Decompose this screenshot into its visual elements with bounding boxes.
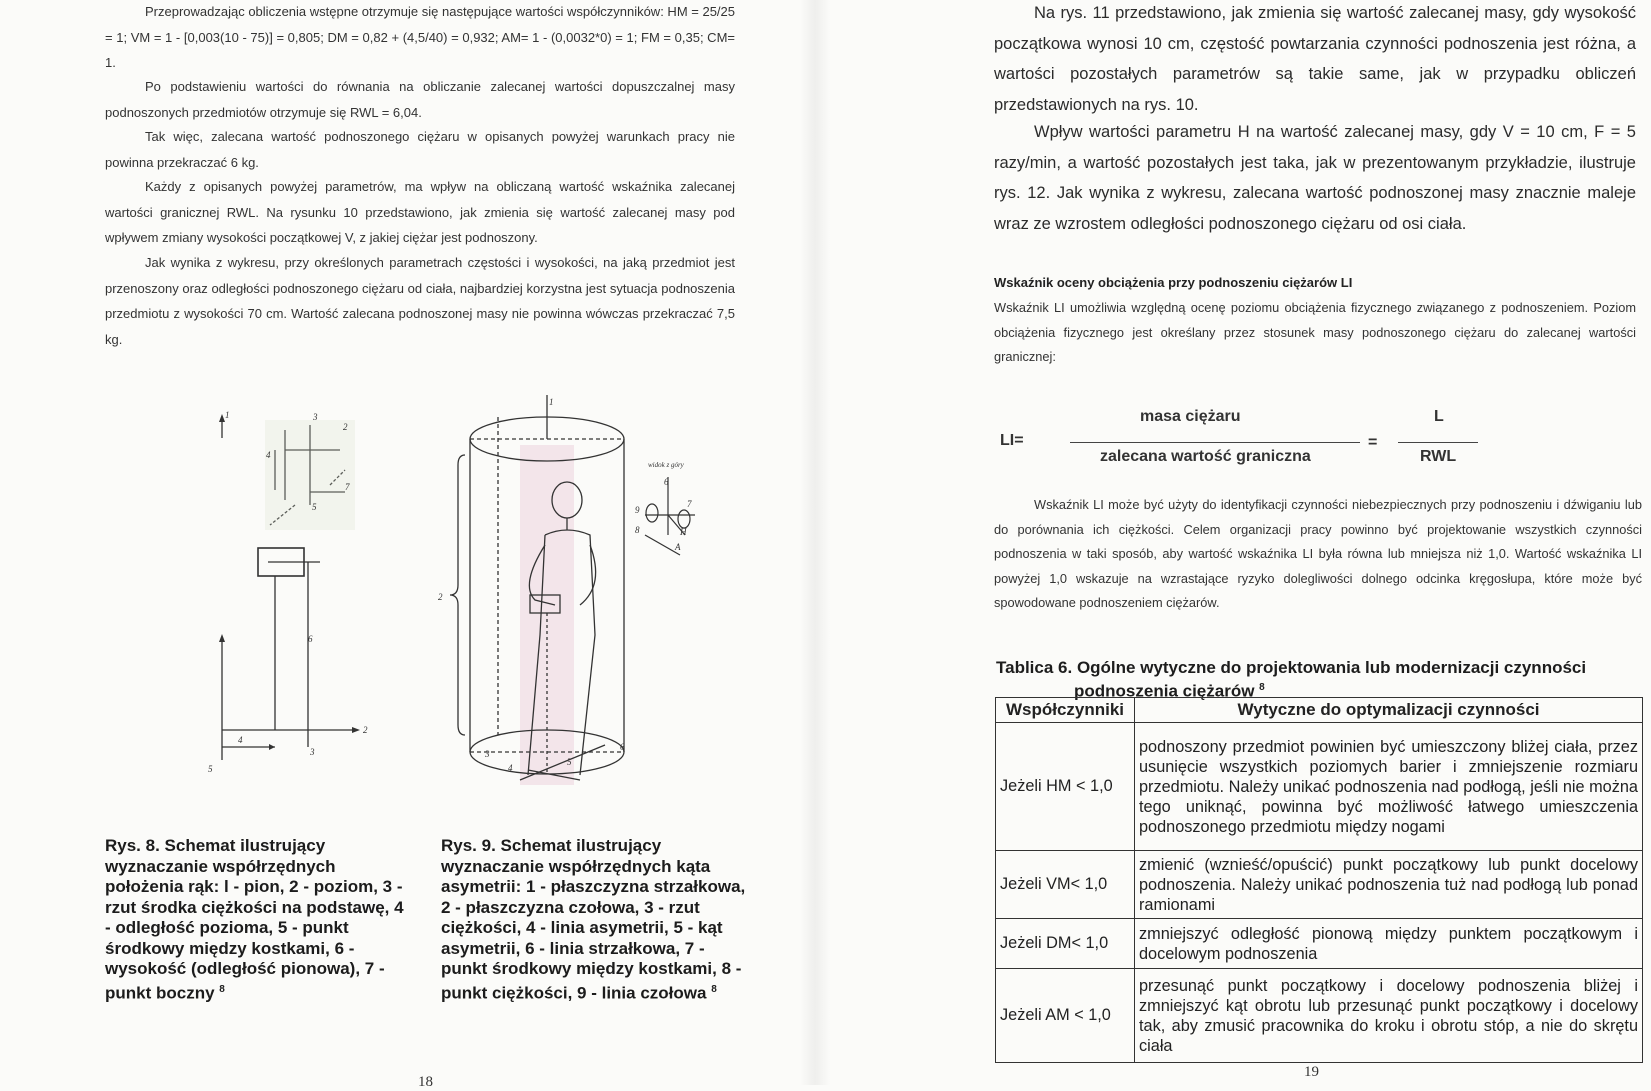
row-factor-hm: Jeżeli HM < 1,0 — [996, 723, 1135, 851]
figure-8-diagram — [200, 410, 400, 810]
page-number-left: 18 — [418, 1074, 433, 1090]
paragraph-fig11: Na rys. 11 przedstawiono, jak zmienia się wartość zalecanej masy, gdy wysokość początkowa wynosi 10 cm, częstość powtarzania czynności podnoszenia jest różna, a wartości pozostałych parametrów są takie same, jak w przypadku obliczeń przedstawionych na rys. 10. — [994, 4, 1636, 114]
fig8-label-2: 2 — [343, 422, 348, 432]
table-header-row — [996, 698, 1643, 723]
formula-fraction-bar-2 — [1398, 442, 1478, 443]
formula-numerator-2: L — [1434, 408, 1444, 425]
header-factors: Współczynniki — [996, 698, 1135, 723]
fig9-label-4: 4 — [508, 763, 513, 773]
fig9-label-h: H — [680, 527, 687, 537]
figure-9-diagram — [430, 395, 730, 815]
formula-equals: = — [1368, 434, 1378, 451]
row-guide-am: przesunąć punkt początkowy i docelowy podnoszenia bliżej i zmniejszyć kąt obrotu lub przesunąć punkt początkowy i docelowy tak, aby zmusić pracownika do kroku i obrotu stóp, a nie do skrętu ciała — [1135, 969, 1643, 1063]
page-number-right: 19 — [1304, 1064, 1319, 1080]
formula-lhs: LI= — [1000, 432, 1024, 449]
paragraph-rwl: Po podstawieniu wartości do równania na obliczanie zalecanej wartości dopuszczalnej masy podnoszonych przedmiotów otrzymuje się RWL = 6,04. — [105, 79, 735, 120]
fig9-label-7: 7 — [687, 499, 692, 509]
fig8-label-1: 1 — [225, 410, 230, 420]
formula-fraction-bar — [1070, 442, 1360, 443]
figure-8-caption: Rys. 8. Schemat ilustrujący wyznaczanie współrzędnych położenia rąk: l - pion, 2 - poziom, 3 - rzut środka ciężkości na podstawę, 4 - odległość pozioma, 5 - punkt środkowy między kostkami, 6 - wysokość (odległość pionowa), 7 - punkt boczny $^8$ — [105, 836, 404, 1003]
fig9-label-6b: 6 — [664, 477, 669, 487]
fig9-label-5: 5 — [567, 757, 572, 767]
paragraph-parameters: Każdy z opisanych powyżej parametrów, ma wpływ na obliczaną wartość wskaźnika zalecanej wartości granicznej RWL. Na rysunku 10 przedstawiono, jak zmienia się wartość zalecanej masy pod wpływem zmiany wysokości początkowej V, z jakiej ciężar jest podnoszony. — [105, 179, 735, 245]
fig8-label-5: 5 — [312, 502, 317, 512]
header-guidelines: Wytyczne do optymalizacji czynności — [1135, 698, 1643, 723]
left-page — [0, 0, 810, 1090]
table-6-caption: Tablica 6. Ogólne wytyczne do projektowania lub modernizacji czynności podnoszenia ciężarów $^8$ — [996, 658, 1587, 701]
table-row — [996, 723, 1643, 851]
fig8-label-4b: 4 — [238, 735, 243, 745]
paragraph-chart-conclusion: Jak wynika z wykresu, przy określonych parametrach częstości i wysokości, na jaką przedmiot jest przenoszony oraz odległości podnoszonego ciężaru od ciała, najbardziej korzystna jest sytuacja podnoszenia przedmiotu z wysokości 70 cm. Wartość zalecana podnoszonej masy nie powinna wówczas przekraczać 7,5 kg. — [105, 255, 735, 347]
paragraph-coefficients: Przeprowadzając obliczenia wstępne otrzymuje się następujące wartości współczynników: HM = 25/25 = 1; VM = 1 - [0,003(10 - 75)] = 0,805; DM = 0,82 + (4,5/40) = 0,932; AM= 1 - (0,0032*0) = 1; FM = 0,35; CM= 1. — [105, 4, 735, 70]
fig9-label-3: 3 — [485, 749, 490, 759]
fig8-label-7: 7 — [345, 482, 350, 492]
row-guide-dm: zmniejszyć odległość pionową między punktem początkowym i docelowym podnoszenia — [1135, 919, 1643, 969]
table-row — [996, 851, 1643, 919]
paragraph-li-definition: Wskaźnik LI umożliwia względną ocenę poziomu obciążenia fizycznego związanego z podnoszeniem. Poziom obciążenia fizycznego jest określany przez stosunek masy podnoszonego ciężaru do zalecanej wartości granicznej: — [994, 300, 1636, 364]
row-guide-hm: podnoszony przedmiot powinien być umieszczony bliżej ciała, przez usunięcie wszystkich poziomych barier i zmniejszenie rozmiaru przedmiotu. Należy unikać podnoszenia nad podłogą, jeśli nie można tego uniknąć, powinna być możliwość łatwego umieszczenia podnoszonego przedmiotu między nogami — [1135, 723, 1643, 851]
fig8-label-4: 4 — [266, 450, 271, 460]
formula-denominator-2: RWL — [1420, 448, 1457, 465]
fig8-label-5b: 5 — [208, 764, 213, 774]
row-guide-vm: zmienić (wznieść/opuścić) punkt początkowy lub punkt docelowy podnoszenia. Należy unikać podnoszenia tuż nad podłogą lub ponad ramionami — [1135, 851, 1643, 919]
table-row — [996, 919, 1643, 969]
section-heading-li: Wskaźnik oceny obciążenia przy podnoszeniu ciężarów LI — [994, 275, 1353, 290]
fig9-label-6: 6 — [620, 742, 625, 752]
li-formula — [1000, 400, 1520, 470]
row-factor-am: Jeżeli AM < 1,0 — [996, 969, 1135, 1063]
fig9-label-9: 9 — [635, 505, 640, 515]
figure-9-caption: Rys. 9. Schemat ilustrujący wyznaczanie współrzędnych kąta asymetrii: 1 - płaszczyzna strzałkowa, 2 - płaszczyzna czołowa, 3 - rzut ciężkości, 4 - linia asymetrii, 5 - kąt asymetrii, 6 - linia strzałkowa, 7 - punkt środkowy między kostkami, 8 - punkt ciężkości, 9 - linia czołowa $^8$ — [441, 836, 746, 1003]
fig8-label-6: 6 — [308, 634, 313, 644]
guidelines-table — [995, 697, 1643, 1063]
fig8-label-2b: 2 — [363, 725, 368, 735]
fig8-label-3b: 3 — [310, 747, 315, 757]
fig9-label-2: 2 — [438, 592, 443, 602]
paragraph-li-usage: Wskaźnik LI może być użyty do identyfikacji czynności niebezpiecznych przy podnoszeniu i dźwiganiu lub do porównania ich ciężkości. Celem organizacji pracy powinno być projektowanie wszystkich czynności podnoszenia w taki sposób, aby wartość wskaźnika LI była równa lub mniejsza niż 1,0. Wartość wskaźnika LI powyżej 1,0 wskazuje na wzrastające ryzyko dolegliwości dolnego odcinka kręgosłupa, które może być spowodowane podnoszeniem ciężarów. — [994, 497, 1642, 610]
fig9-label-a: A — [675, 542, 681, 552]
fig9-label-8: 8 — [635, 525, 640, 535]
row-factor-dm: Jeżeli DM< 1,0 — [996, 919, 1135, 969]
formula-denominator: zalecana wartość graniczna — [1100, 448, 1311, 465]
fig9-label-1: 1 — [549, 397, 554, 407]
table-row — [996, 969, 1643, 1063]
paragraph-limit: Tak więc, zalecana wartość podnoszonego ciężaru w opisanych powyżej warunkach pracy nie powinna przekraczać 6 kg. — [105, 129, 735, 170]
row-factor-vm: Jeżeli VM< 1,0 — [996, 851, 1135, 919]
fig8-label-3: 3 — [313, 412, 318, 422]
paragraph-fig12: Wpływ wartości parametru H na wartość zalecanej masy, gdy V = 10 cm, F = 5 razy/min, a wartość pozostałych jest taka, jak w prezentowanym przykładzie, ilustruje rys. 12. Jak wynika z wykresu, zalecana wartość podnoszonej masy znacznie maleje wraz ze wzrostem odległości podnoszonego ciężaru od osi ciała. — [994, 123, 1636, 233]
formula-numerator: masa ciężaru — [1140, 408, 1241, 425]
fig9-label-top-view: widok z góry — [648, 461, 684, 469]
